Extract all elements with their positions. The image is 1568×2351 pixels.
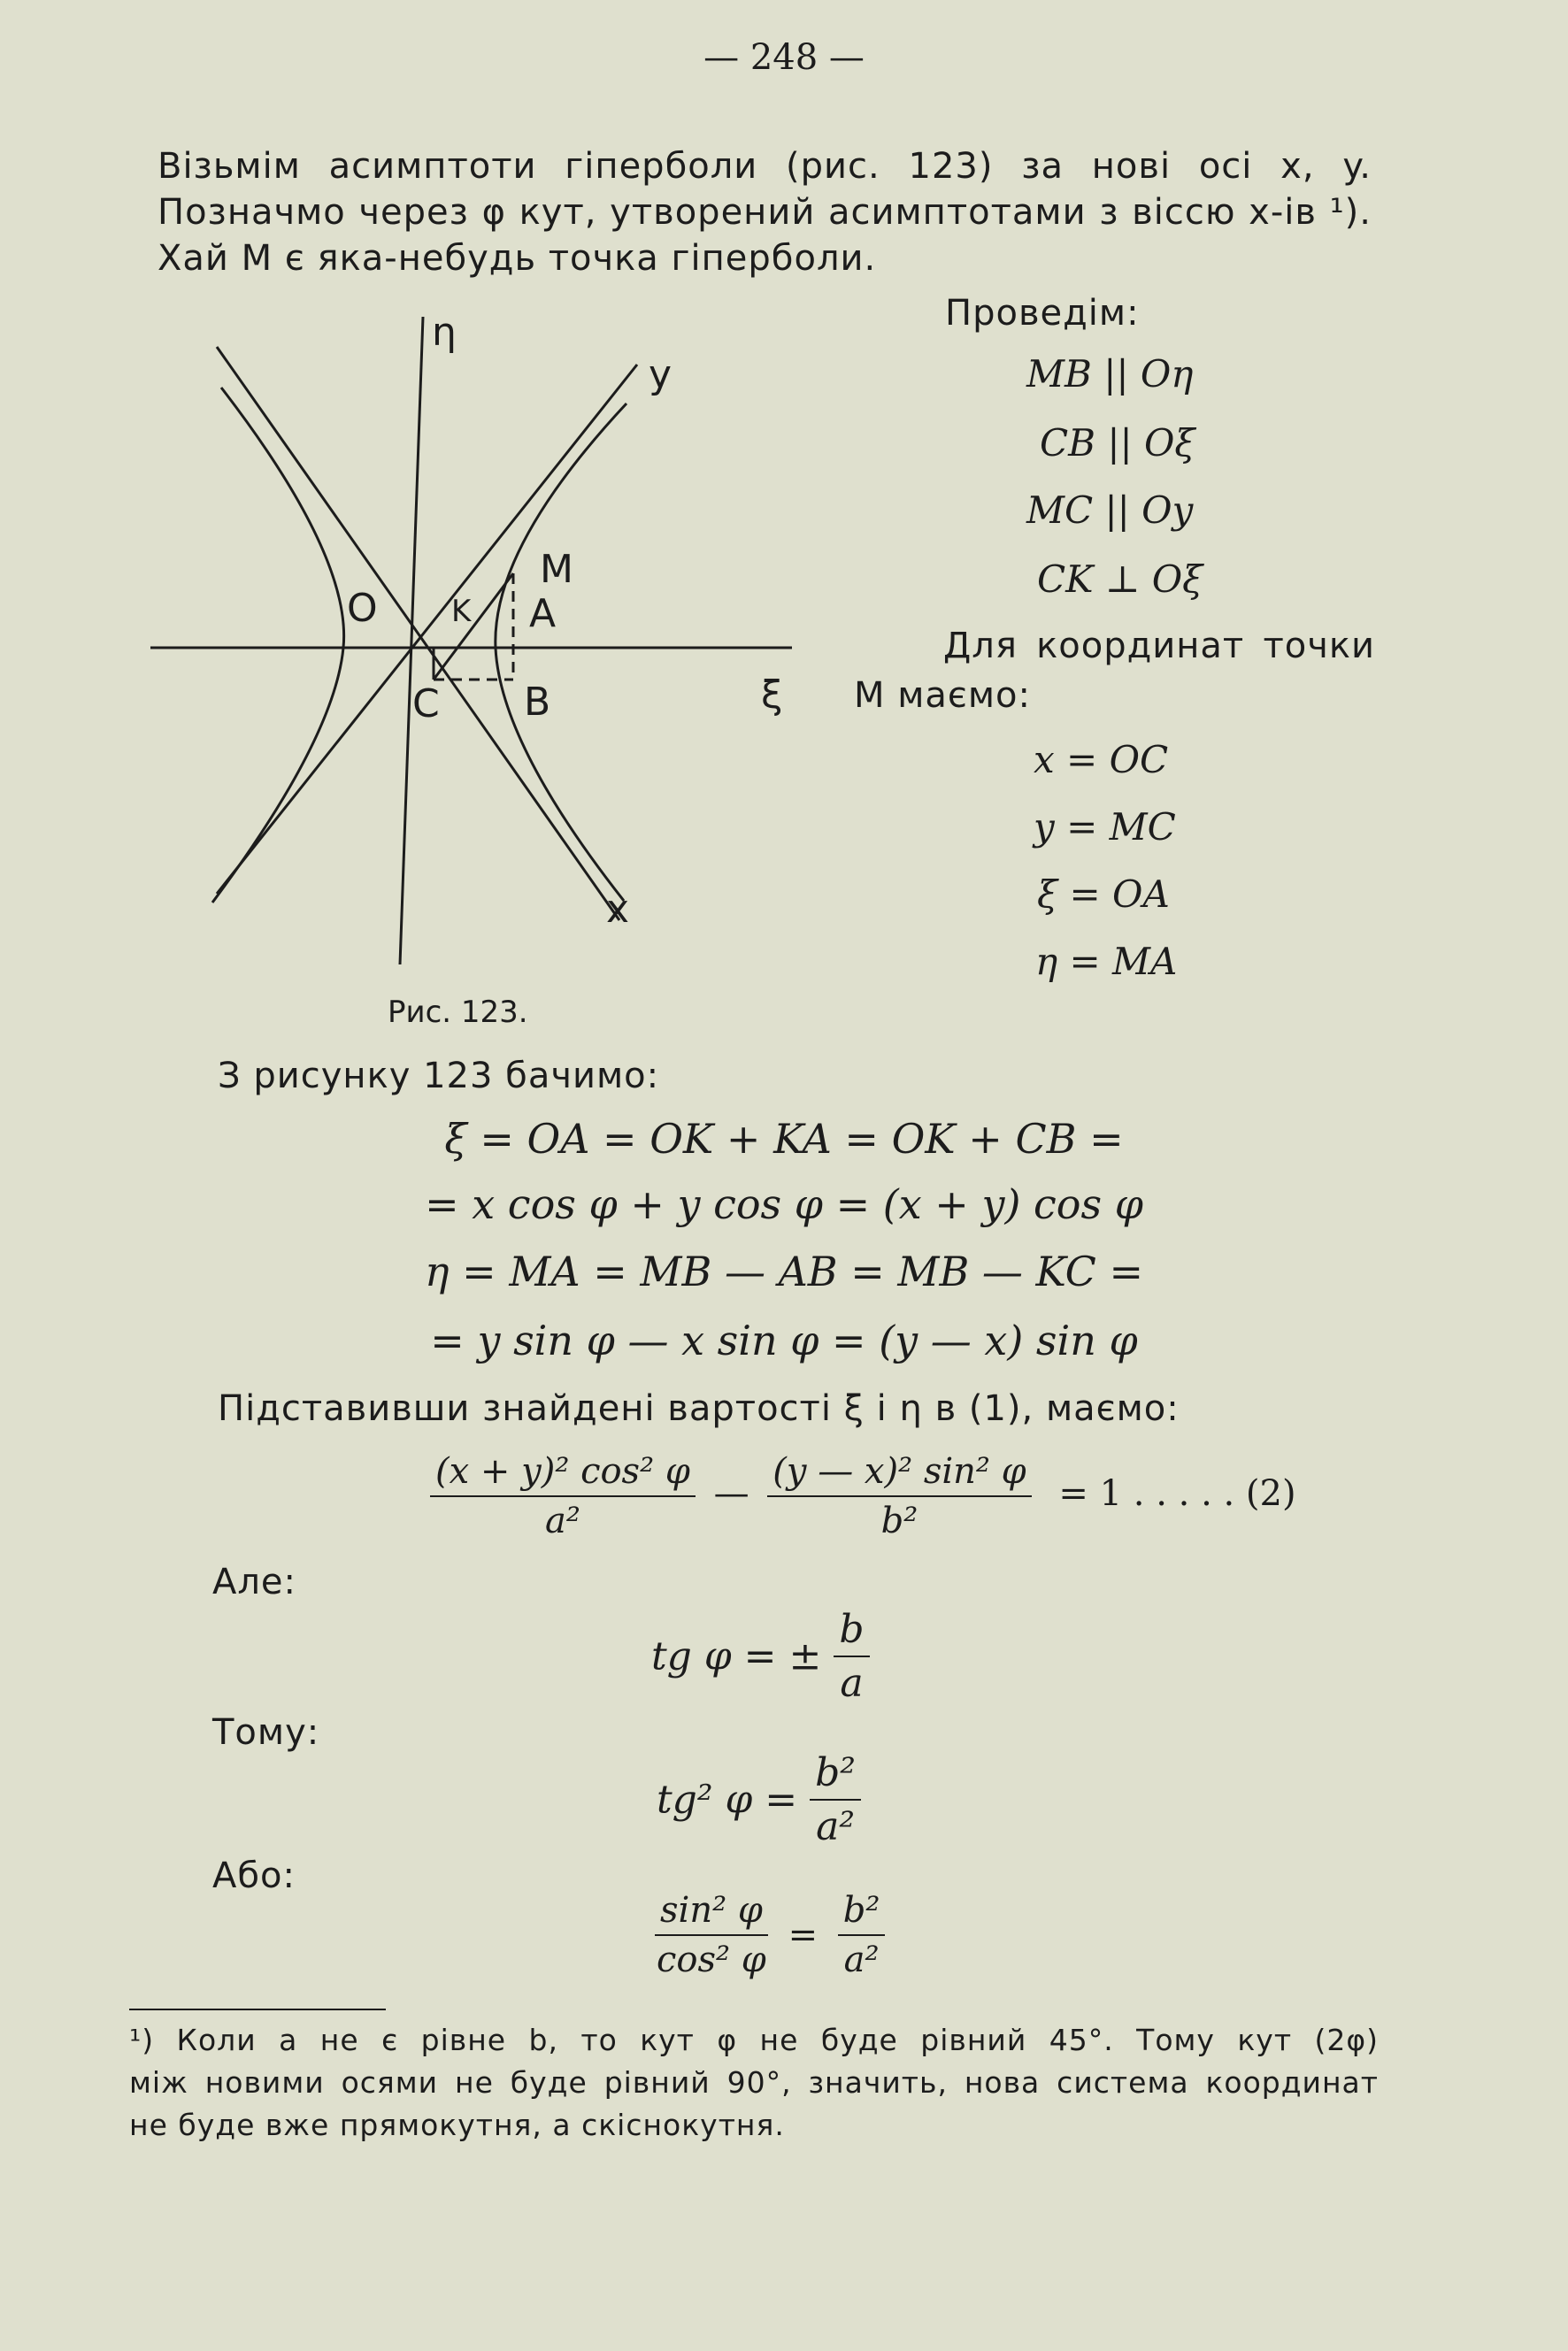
coords-item: η = MA (1035, 940, 1178, 983)
label-O: O (347, 586, 378, 631)
equation-2-fraction-2 (767, 1451, 1031, 1541)
but-label: Але: (212, 1562, 297, 1602)
sin-cos-equation (655, 1890, 885, 1980)
derivation-line-2: = x cos φ + y cos φ = (x + y) cos φ (425, 1180, 1143, 1228)
tg-squared-numerator: b² (810, 1750, 861, 1801)
derivation-line-1: ξ = OA = OK + KA = OK + CB = (444, 1115, 1124, 1163)
asymptote-y (217, 365, 637, 894)
label-eta: η (432, 310, 457, 355)
equation-2-minus: — (713, 1473, 749, 1514)
tg-squared-lhs: tg² φ = (657, 1777, 798, 1823)
sin-cos-numerator: sin² φ (655, 1890, 768, 1936)
label-M: M (540, 547, 573, 592)
equation-2 (430, 1451, 1296, 1541)
footnote-divider (129, 2009, 386, 2010)
construction-item: MB || Oη (1026, 352, 1194, 396)
b-a-numerator: b² (838, 1890, 886, 1936)
label-y: y (649, 352, 673, 397)
equation-2-denominator-2: b² (880, 1501, 919, 1541)
coords-item: ξ = OA (1037, 872, 1170, 916)
tg-squared-fraction (810, 1750, 861, 1849)
footnote-line-1: ¹) Коли a не є рівне b, то кут φ не буде рівний 45°. Тому кут (2φ) (129, 2023, 1379, 2057)
construction-item: CK ⊥ Oξ (1037, 557, 1203, 601)
intro-line-1: Візьмім асимптоти гіперболи (рис. 123) за нові осі x, y. (158, 146, 1372, 187)
tg-fraction (834, 1607, 869, 1706)
tg-squared-denominator: a² (816, 1804, 855, 1849)
b-a-fraction (838, 1890, 886, 1980)
page-number: — 248 — (703, 37, 865, 78)
tg-lhs: tg φ = ± (651, 1633, 822, 1679)
therefore-label: Тому: (212, 1712, 320, 1753)
footnote-line-2: між новими осями не буде рівний 90°, значить, нова система координат (129, 2065, 1379, 2100)
equation-2-denominator-1: a² (544, 1501, 580, 1541)
tg-denominator: a (840, 1661, 864, 1706)
coords-item: x = OC (1034, 738, 1169, 781)
substitution-intro: Підставивши знайдені вартості ξ і η в (1), маємо: (218, 1388, 1180, 1429)
label-xi: ξ (761, 672, 783, 718)
sin-cos-denominator: cos² φ (657, 1940, 766, 1980)
b-a-denominator: a² (843, 1940, 880, 1980)
coords-intro-line-2: M маємо: (854, 675, 1031, 716)
label-B: B (524, 680, 551, 725)
construction-item: CB || Oξ (1040, 421, 1195, 465)
sin-cos-fraction (655, 1890, 768, 1980)
construction-heading: Проведім: (945, 293, 1140, 334)
label-A: A (529, 591, 557, 636)
intro-line-2: Позначмо через φ кут, утворений асимптотами з віссю x-ів ¹). (158, 192, 1372, 233)
coords-item: y = MC (1034, 805, 1176, 849)
tg-equation (651, 1607, 870, 1706)
line-mc (434, 573, 513, 680)
sin-cos-equals: = (788, 1915, 819, 1955)
figure-caption: Рис. 123. (388, 995, 528, 1030)
equation-2-numerator-2: (y — x)² sin² φ (767, 1451, 1031, 1497)
label-K: K (451, 594, 472, 629)
equation-2-fraction-1 (430, 1451, 696, 1541)
eta-axis (400, 317, 423, 964)
derivation-intro: З рисунку 123 бачимо: (218, 1056, 660, 1096)
or-label: Або: (212, 1855, 296, 1896)
derivation-line-4: = y sin φ — x sin φ = (y — x) sin φ (430, 1317, 1138, 1364)
hyperbola-left-branch (212, 388, 344, 903)
tg-squared-equation (657, 1750, 861, 1849)
intro-line-3: Хай M є яка-небудь точка гіперболи. (158, 238, 877, 279)
equation-2-numerator-1: (x + y)² cos² φ (430, 1451, 696, 1497)
equation-2-rhs: = 1 . . . . . (2) (1058, 1473, 1296, 1514)
footnote-line-3: не буде вже прямокутня, а скіснокутня. (129, 2108, 785, 2142)
derivation-line-3: η = MA = MB — AB = MB — KC = (424, 1248, 1144, 1295)
coords-intro-line-1: Для координат точки (943, 626, 1375, 666)
hyperbola-right-branch (496, 403, 626, 901)
label-x: x (606, 887, 630, 932)
tg-numerator: b (834, 1607, 869, 1657)
construction-item: MC || Oy (1026, 488, 1194, 532)
label-C: C (412, 681, 440, 726)
hyperbola-figure (142, 292, 814, 991)
